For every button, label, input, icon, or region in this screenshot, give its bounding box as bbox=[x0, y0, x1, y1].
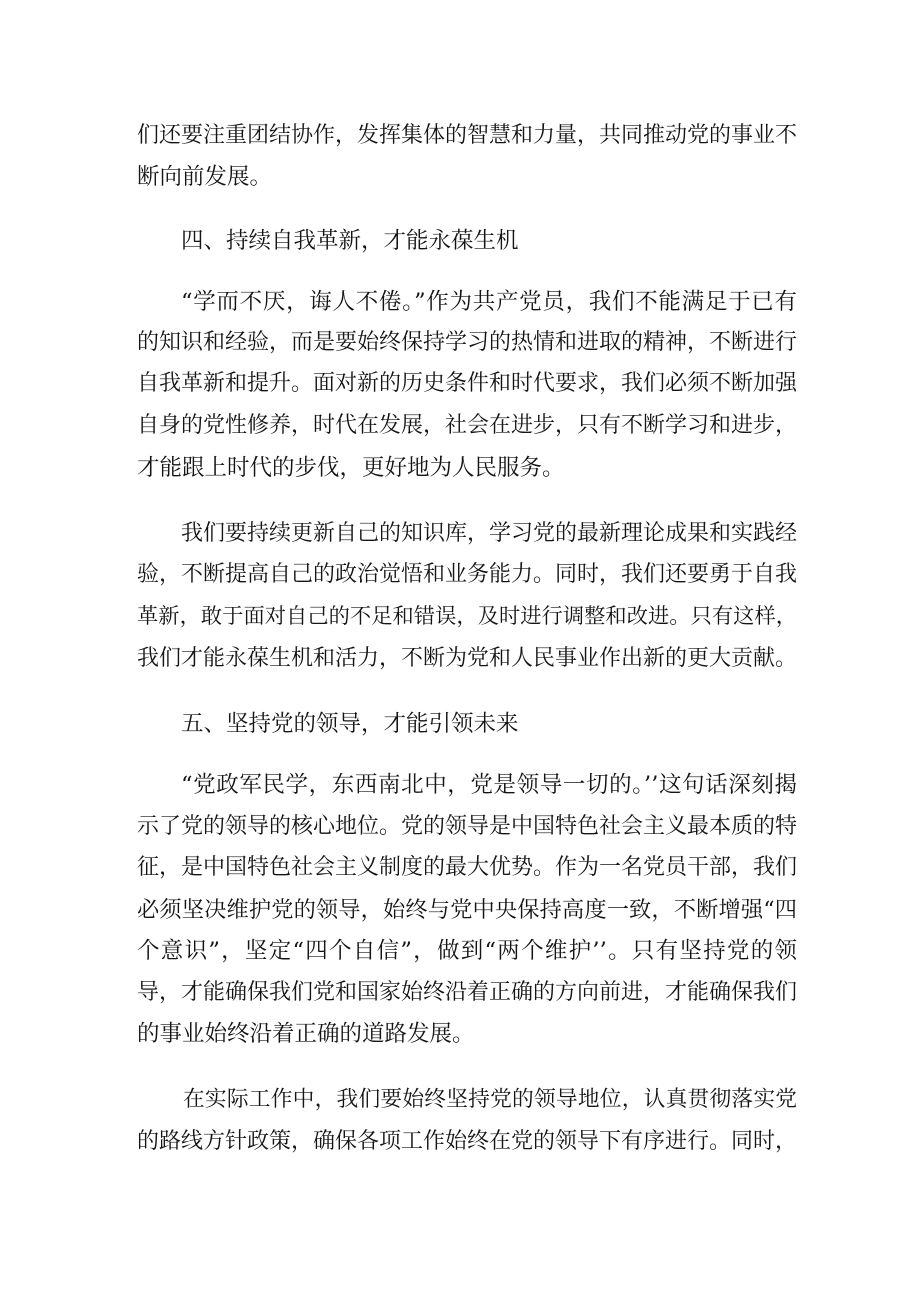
paragraph-line: 革新，敢于面对自己的不足和错误，及时进行调整和改进。只有这样， bbox=[137, 604, 797, 629]
section-5-heading: 五、坚持党的领导，才能引领未来 bbox=[181, 711, 519, 737]
paragraph-line: 们还要注重团结协作，发挥集体的智慧和力量，共同推动党的事业不 bbox=[137, 123, 798, 148]
paragraph-line: 在实际工作中，我们要始终坚持党的领导地位，认真贯彻落实党 bbox=[183, 1087, 797, 1112]
paragraph-line: 的路线方针政策，确保各项工作始终在党的领导下有序进行。同时， bbox=[137, 1129, 798, 1154]
paragraph-line: 个意识”，坚定“四个自信”，做到“两个维护’’。只有坚持党的领 bbox=[137, 938, 797, 964]
paragraph-line: 征，是中国特色社会主义制度的最大优势。作为一名党员干部，我们 bbox=[137, 855, 798, 880]
paragraph-line: 自身的党性修养，时代在发展，社会在进步，只有不断学习和进步， bbox=[137, 413, 798, 438]
paragraph-line: 必须坚决维护党的领导，始终与党中央保持高度一致，不断增强“四 bbox=[137, 897, 797, 923]
paragraph-line: 才能跟上时代的步伐，更好地为人民服务。 bbox=[137, 455, 565, 481]
paragraph-line: “党政军民学，东西南北中，党是领导一切的。’’这句话深刻揭 bbox=[181, 772, 797, 798]
paragraph-line: 我们才能永葆生机和活力，不断为党和人民事业作出新的更大贡献。 bbox=[137, 646, 798, 671]
paragraph-line: 验，不断提高自己的政治觉悟和业务能力。同时，我们还要勇于自我 bbox=[137, 562, 798, 587]
paragraph-line: 断向前发展。 bbox=[137, 164, 273, 190]
section-4-heading: 四、持续自我革新，才能永葆生机 bbox=[181, 228, 519, 254]
paragraph-line: 示了党的领导的核心地位。党的领导是中国特色社会主义最本质的特 bbox=[137, 814, 798, 839]
paragraph-line: 的事业始终沿着正确的道路发展。 bbox=[137, 1021, 475, 1047]
paragraph-line: 我们要持续更新自己的知识库，学习党的最新理论成果和实践经 bbox=[181, 521, 798, 546]
paragraph-line: “学而不厌，诲人不倦。”作为共产党员，我们不能满足于已有 bbox=[181, 289, 797, 315]
paragraph-line: 导，才能确保我们党和国家始终沿着正确的方向前进，才能确保我们 bbox=[137, 980, 798, 1005]
paragraph-line: 自我革新和提升。面对新的历史条件和时代要求，我们必须不断加强 bbox=[137, 371, 798, 396]
paragraph-line: 的知识和经验，而是要始终保持学习的热情和进取的精神，不断进行 bbox=[137, 330, 798, 355]
